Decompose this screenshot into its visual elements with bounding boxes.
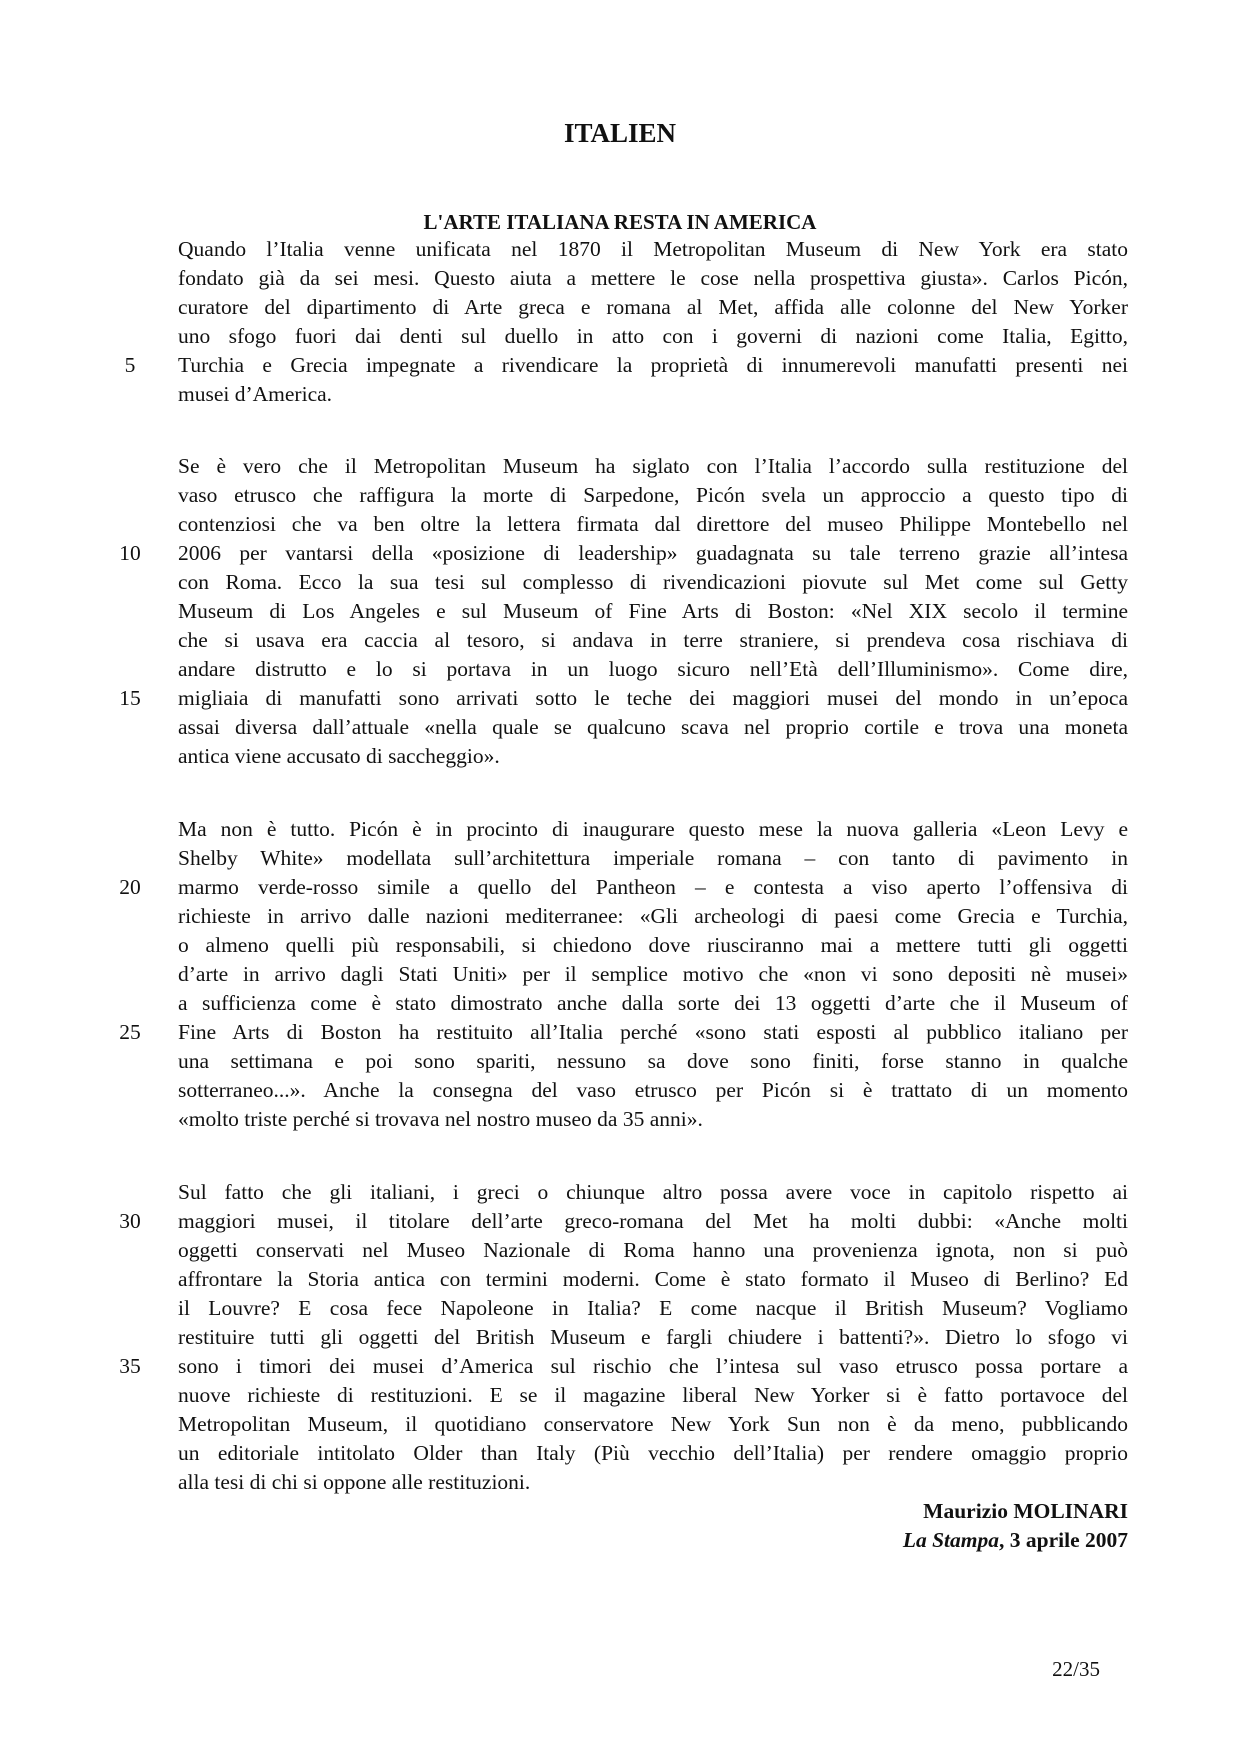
body-text-line: sotterraneo...». Anche la consegna del vaso etrusco per Picón si è trattato di un momento — [178, 1078, 1128, 1102]
body-text-line: «molto triste perché si trovava nel nostro museo da 35 anni». — [178, 1107, 703, 1131]
body-text-line: restituire tutti gli oggetti del British Museum e fargli chiudere i battenti?». Dietro lo sfogo vi — [178, 1325, 1128, 1349]
body-text-line: andare distrutto e lo si portava in un luogo sicuro nell’Età dell’Illuminismo». Come dire, — [178, 657, 1128, 681]
body-text-line: con Roma. Ecco la sua tesi sul complesso di rivendicazioni piovute sul Met come sul Getty — [178, 570, 1128, 594]
body-text-line: curatore del dipartimento di Arte greca e romana al Met, affida alle colonne del New Yorker — [178, 295, 1128, 319]
body-text-line: a sufficienza come è stato dimostrato anche dalla sorte dei 13 oggetti d’arte che il Museum of — [178, 991, 1128, 1015]
body-text-line: d’arte in arrivo dagli Stati Uniti» per il semplice motivo che «non vi sono depositi nè musei» — [178, 962, 1128, 986]
line-number: 30 — [119, 1209, 141, 1233]
body-text-line: che si usava era caccia al tesoro, si andava in terre straniere, si prendeva cosa rischiava di — [178, 628, 1128, 652]
body-text-line: Turchia e Grecia impegnate a rivendicare la proprietà di innumerevoli manufatti presenti nei — [178, 353, 1128, 377]
body-text-line: migliaia di manufatti sono arrivati sotto le teche dei maggiori musei del mondo in un’epoca — [178, 686, 1128, 710]
body-text-line: Museum di Los Angeles e sul Museum of Fine Arts di Boston: «Nel XIX secolo il termine — [178, 599, 1128, 623]
source-date: , 3 aprile 2007 — [999, 1528, 1128, 1552]
body-text-line: oggetti conservati nel Museo Nazionale di Roma hanno una provenienza ignota, non si può — [178, 1238, 1128, 1262]
body-text-line: maggiori musei, il titolare dell’arte greco-romana del Met ha molti dubbi: «Anche molti — [178, 1209, 1128, 1233]
body-text-line: assai diversa dall’attuale «nella quale se qualcuno scava nel proprio cortile e trova una moneta — [178, 715, 1128, 739]
line-number: 5 — [124, 353, 136, 377]
body-text-line: nuove richieste di restituzioni. E se il magazine liberal New Yorker si è fatto portavoce del — [178, 1383, 1128, 1407]
body-text-line: fondato già da sei mesi. Questo aiuta a mettere le cose nella prospettiva giusta». Carlos Picón, — [178, 266, 1128, 290]
body-text-line: vaso etrusco che raffigura la morte di Sarpedone, Picón svela un approccio a questo tipo di — [178, 483, 1128, 507]
body-text-line: affrontare la Storia antica con termini moderni. Come è stato formato il Museo di Berlino? Ed — [178, 1267, 1128, 1291]
body-text-line: o almeno quelli più responsabili, si chiedono dove riusciranno mai a mettere tutti gli oggetti — [178, 933, 1128, 957]
body-text-line: contenziosi che va ben oltre la lettera firmata dal direttore del museo Philippe Montebello nel — [178, 512, 1128, 536]
author-name: Maurizio MOLINARI — [923, 1499, 1128, 1523]
line-number: 15 — [119, 686, 141, 710]
body-text-line: richieste in arrivo dalle nazioni mediterranee: «Gli archeologi di paesi come Grecia e Turchia, — [178, 904, 1128, 928]
body-text-line: Ma non è tutto. Picón è in procinto di inaugurare questo mese la nuova galleria «Leon Levy e — [178, 817, 1128, 841]
section-title: ITALIEN — [563, 118, 677, 148]
body-text-line: antica viene accusato di saccheggio». — [178, 744, 500, 768]
body-text-line: Shelby White» modellata sull’architettura imperiale romana – con tanto di pavimento in — [178, 846, 1128, 870]
body-text-line: una settimana e poi sono spariti, nessuno sa dove sono finiti, forse stanno in qualche — [178, 1049, 1128, 1073]
body-text-line: Se è vero che il Metropolitan Museum ha siglato con l’Italia l’accordo sulla restituzione del — [178, 454, 1128, 478]
body-text-line: Sul fatto che gli italiani, i greci o chiunque altro possa avere voce in capitolo rispetto ai — [178, 1180, 1128, 1204]
body-text-line: un editoriale intitolato Older than Italy (Più vecchio dell’Italia) per rendere omaggio proprio — [178, 1441, 1128, 1465]
body-text-line: sono i timori dei musei d’America sul rischio che l’intesa sul vaso etrusco possa portare a — [178, 1354, 1128, 1378]
body-text-line: uno sfogo fuori dai denti sul duello in atto con i governi di nazioni come Italia, Egitto, — [178, 324, 1128, 348]
line-number: 25 — [119, 1020, 141, 1044]
body-text-line: 2006 per vantarsi della «posizione di leadership» guadagnata su tale terreno grazie all’intesa — [178, 541, 1128, 565]
page-number: 22/35 — [1052, 1657, 1100, 1681]
body-text-line: musei d’America. — [178, 382, 333, 406]
line-number: 10 — [119, 541, 141, 565]
body-text-line: Quando l’Italia venne unificata nel 1870 il Metropolitan Museum di New York era stato — [178, 237, 1128, 261]
body-text-line: marmo verde-rosso simile a quello del Pantheon – e contesta a viso aperto l’offensiva di — [178, 875, 1128, 899]
line-number: 20 — [119, 875, 141, 899]
source-citation — [700, 1526, 1128, 1555]
body-text-line: il Louvre? E cosa fece Napoleone in Italia? E come nacque il British Museum? Vogliamo — [178, 1296, 1128, 1320]
line-number: 35 — [119, 1354, 141, 1378]
body-text-line: Fine Arts di Boston ha restituito all’Italia perché «sono stati esposti al pubblico italiano per — [178, 1020, 1128, 1044]
body-text-line: Metropolitan Museum, il quotidiano conservatore New York Sun non è da meno, pubblicando — [178, 1412, 1128, 1436]
article-title: L'ARTE ITALIANA RESTA IN AMERICA — [423, 210, 817, 234]
body-text-line: alla tesi di chi si oppone alle restituzioni. — [178, 1470, 531, 1494]
source-publication: La Stampa — [902, 1528, 999, 1552]
